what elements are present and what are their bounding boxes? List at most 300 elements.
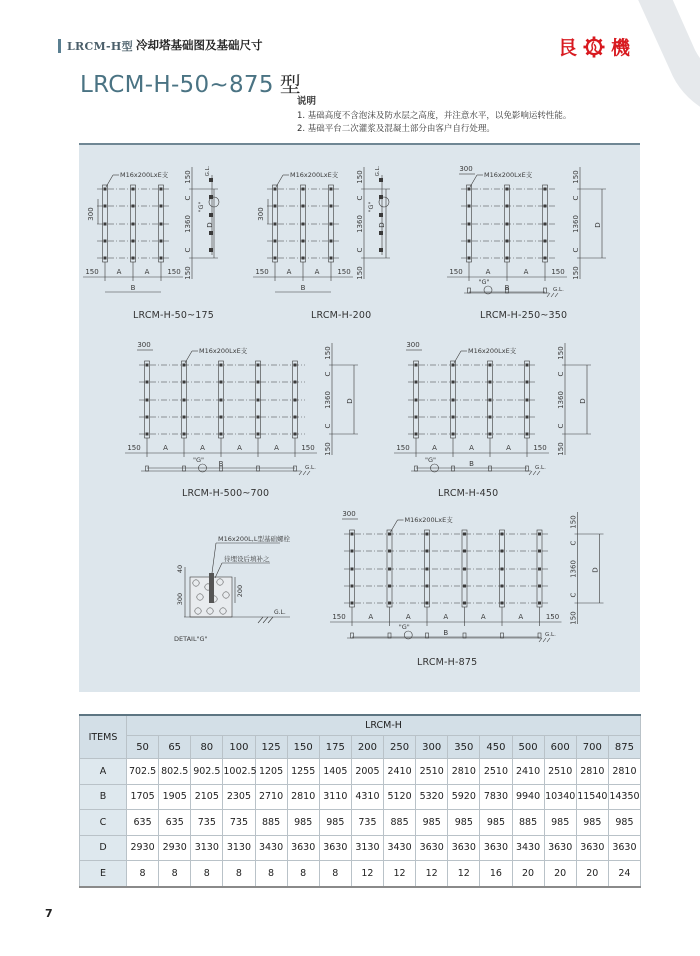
anchor-bolt — [104, 257, 107, 260]
anchor-bolt — [468, 240, 471, 243]
caption-450: LRCM-H-450 — [438, 488, 499, 499]
table-cell: 2510 — [416, 759, 448, 785]
dim-300: 300 — [137, 341, 151, 349]
dim-150: 150 — [396, 444, 410, 452]
dim-150: 150 — [85, 268, 99, 276]
column-header: 450 — [480, 736, 512, 759]
table-row — [80, 759, 641, 785]
table-cell: 985 — [287, 810, 319, 836]
anchor-bolt — [104, 240, 107, 243]
table-cell: 985 — [544, 810, 576, 836]
anchor-bolt — [146, 416, 149, 419]
dim-300: 300 — [459, 165, 473, 173]
detail-g-label: "G" — [424, 456, 437, 464]
table-cell: 985 — [576, 810, 608, 836]
dim-A: A — [163, 444, 168, 452]
gl-label: G.L. — [545, 632, 556, 638]
brand-char-2: 機 — [611, 37, 631, 59]
dim-300: 300 — [257, 207, 265, 221]
anchor-bolt — [274, 205, 277, 208]
anchor-bolt — [388, 568, 391, 571]
anchor-bolt — [501, 585, 504, 588]
table-cell: 2410 — [512, 759, 544, 785]
table-cell: 5120 — [384, 784, 416, 810]
leader-line — [185, 351, 192, 363]
dim-B: B — [218, 460, 224, 468]
column-header: 125 — [255, 736, 287, 759]
anchor-bolt — [544, 223, 547, 226]
dim-150: 150 — [324, 442, 332, 456]
dim-300: 300 — [176, 592, 184, 606]
dim-C: C — [356, 247, 364, 253]
table-cell: 3130 — [351, 835, 383, 861]
table-cell: 2810 — [448, 759, 480, 785]
elevation-bolt — [183, 466, 186, 471]
anchor-bolt — [489, 364, 492, 367]
anchor-bolt — [526, 399, 529, 402]
dim-C: C — [572, 195, 580, 201]
dim-150: 150 — [356, 266, 364, 280]
anchor-bolt — [506, 188, 509, 191]
caption-875: LRCM-H-875 — [417, 657, 478, 668]
dim-A: A — [286, 268, 292, 276]
table-cell: 985 — [319, 810, 351, 836]
anchor-bolt — [426, 585, 429, 588]
dim-C: C — [572, 247, 580, 253]
table-cell: 2710 — [255, 784, 287, 810]
table-cell: 2810 — [576, 759, 608, 785]
bolt-spec-label: M16x200LxE支 — [199, 347, 248, 355]
dim-150: 150 — [356, 170, 364, 184]
anchor-bolt — [257, 364, 260, 367]
dim-150: 150 — [557, 442, 565, 456]
foundation-drawings — [79, 145, 640, 692]
anchor-bolt — [183, 416, 186, 419]
dim-C: C — [324, 423, 332, 429]
dim-B: B — [504, 284, 510, 292]
anchor-bolt — [489, 399, 492, 402]
dim-150: 150 — [572, 170, 580, 184]
anchor-bolt — [274, 257, 277, 260]
anchor-bolt — [463, 568, 466, 571]
column-header: 300 — [416, 736, 448, 759]
dim-150: 150 — [545, 613, 560, 621]
anchor-bolt — [526, 381, 529, 384]
anchor-bolt — [183, 381, 186, 384]
gl-label: G.L. — [205, 165, 211, 177]
header-accent-bar — [58, 39, 61, 53]
dim-D: D — [591, 567, 600, 573]
anchor-bolt — [209, 573, 214, 603]
model-group-header: LRCM-H — [127, 715, 641, 736]
anchor-bolt — [526, 416, 529, 419]
anchor-bolt — [160, 240, 163, 243]
column-header: 350 — [448, 736, 480, 759]
table-cell: 8 — [223, 861, 255, 887]
ground-hatch — [529, 471, 540, 475]
column-header: 700 — [576, 736, 608, 759]
table-cell: 2305 — [223, 784, 255, 810]
ground-hatch — [539, 638, 550, 642]
dim-B: B — [300, 284, 306, 292]
notes-block — [297, 95, 571, 136]
anchor-bolt — [160, 223, 163, 226]
table-cell: 8 — [255, 861, 287, 887]
anchor-bolt — [104, 188, 107, 191]
table-cell: 2005 — [351, 759, 383, 785]
table-cell: 885 — [512, 810, 544, 836]
dim-C: C — [324, 371, 332, 377]
anchor-bolt — [351, 568, 354, 571]
table-cell: 3430 — [512, 835, 544, 861]
dim-A: A — [368, 613, 374, 621]
column-header: 250 — [384, 736, 416, 759]
dim-C: C — [184, 247, 192, 253]
table-cell: 1255 — [287, 759, 319, 785]
anchor-bolt — [146, 433, 149, 436]
table-cell: 3630 — [608, 835, 640, 861]
anchor-bolt — [274, 240, 277, 243]
anchor-bolt — [302, 205, 305, 208]
anchor-bolt — [526, 364, 529, 367]
dim-A: A — [274, 444, 279, 452]
dim-40: 40 — [176, 564, 184, 574]
table-cell: 2810 — [287, 784, 319, 810]
dim-D: D — [346, 398, 354, 404]
detail-bolt-label: M16x200L,L型基础螺栓 — [218, 535, 290, 543]
anchor-bolt — [220, 433, 223, 436]
page-title — [80, 69, 301, 99]
elevation-bolt — [257, 466, 260, 471]
table-row — [80, 861, 641, 887]
bolt-spec-label: M16x200LxE支 — [404, 516, 453, 524]
elevation-bolt — [209, 231, 213, 235]
anchor-bolt — [544, 205, 547, 208]
dim-A: A — [480, 613, 486, 621]
detail-g-label: "G" — [197, 201, 205, 213]
anchor-bolt — [506, 240, 509, 243]
anchor-bolt — [426, 602, 429, 605]
anchor-bolt — [294, 399, 297, 402]
table-cell: 3110 — [319, 784, 351, 810]
elevation-bolt — [146, 466, 149, 471]
anchor-bolt — [506, 223, 509, 226]
table-cell: 8 — [159, 861, 191, 887]
detail-caption: DETAIL"G" — [174, 635, 208, 643]
dim-D: D — [579, 398, 587, 404]
table-cell: 8 — [319, 861, 351, 887]
row-label: B — [80, 784, 127, 810]
drawings-panel — [79, 143, 640, 692]
row-label: A — [80, 759, 127, 785]
table-cell: 985 — [608, 810, 640, 836]
elevation-bolt — [209, 248, 213, 252]
dim-B: B — [443, 629, 449, 637]
dim-A: A — [200, 444, 205, 452]
anchor-bolt — [330, 223, 333, 226]
table-cell: 2510 — [544, 759, 576, 785]
table-cell: 12 — [384, 861, 416, 887]
anchor-bolt — [463, 585, 466, 588]
leader-line — [212, 543, 216, 573]
dim-300: 300 — [87, 207, 95, 221]
dim-150: 150 — [449, 268, 463, 276]
anchor-bolt — [415, 399, 418, 402]
table-cell: 8 — [191, 861, 223, 887]
anchor-bolt — [426, 533, 429, 536]
table-cell: 3630 — [416, 835, 448, 861]
column-header: 80 — [191, 736, 223, 759]
elevation-bolt — [452, 466, 455, 471]
dim-150: 150 — [557, 346, 565, 360]
dim-C: C — [557, 371, 565, 377]
table-cell: 10340 — [544, 784, 576, 810]
dim-B: B — [130, 284, 136, 292]
anchor-bolt — [220, 416, 223, 419]
leader-line — [106, 175, 113, 187]
dim-D: D — [594, 222, 602, 228]
model-range: LRCM-H-50~875 — [80, 72, 274, 98]
table-cell: 12 — [351, 861, 383, 887]
anchor-bolt — [463, 602, 466, 605]
table-cell: 735 — [223, 810, 255, 836]
column-header: 175 — [319, 736, 351, 759]
column-header: 100 — [223, 736, 255, 759]
table-cell: 12 — [416, 861, 448, 887]
series-label: LRCM-H型 — [67, 40, 133, 53]
anchor-bolt — [501, 550, 504, 553]
anchor-bolt — [294, 364, 297, 367]
table-cell: 3130 — [191, 835, 223, 861]
dim-A: A — [506, 444, 511, 452]
anchor-bolt — [330, 240, 333, 243]
table-cell: 8 — [287, 861, 319, 887]
leader-line — [215, 563, 222, 578]
table-cell: 12 — [448, 861, 480, 887]
dim-150: 150 — [255, 268, 269, 276]
row-label: C — [80, 810, 127, 836]
elevation-bolt — [526, 466, 529, 471]
anchor-bolt — [544, 257, 547, 260]
dim-150: 150 — [184, 170, 192, 184]
table-cell: 2810 — [608, 759, 640, 785]
dim-A: A — [314, 268, 320, 276]
table-cell: 1905 — [159, 784, 191, 810]
anchor-bolt — [183, 364, 186, 367]
anchor-bolt — [351, 602, 354, 605]
dim-D: D — [206, 222, 214, 228]
anchor-bolt — [452, 416, 455, 419]
bolt-spec-label: M16x200LxE支 — [468, 347, 517, 355]
anchor-bolt — [388, 550, 391, 553]
dim-C: C — [557, 423, 565, 429]
ground-hatch — [258, 617, 273, 623]
row-label: E — [80, 861, 127, 887]
table-cell: 14350 — [608, 784, 640, 810]
table-cell: 702.5 — [127, 759, 159, 785]
table-cell: 3130 — [223, 835, 255, 861]
dim-1360: 1360 — [572, 215, 580, 233]
dim-200: 200 — [236, 584, 244, 598]
dim-300: 300 — [406, 341, 420, 349]
anchor-bolt — [132, 257, 135, 260]
dim-A: A — [116, 268, 122, 276]
table-row — [80, 784, 641, 810]
dim-1360: 1360 — [324, 391, 332, 409]
note-item: 1. 基础高度不含泡沫及防水层之高度，并注意水平，以免影响运转性能。 — [297, 111, 572, 121]
table-cell: 1705 — [127, 784, 159, 810]
anchor-bolt — [160, 188, 163, 191]
leader-line — [470, 175, 477, 187]
section-title: 冷却塔基础图及基础尺寸 — [136, 38, 263, 52]
anchor-bolt — [538, 550, 541, 553]
dim-150: 150 — [184, 266, 192, 280]
table-cell: 16 — [480, 861, 512, 887]
dim-C: C — [569, 592, 578, 598]
row-label: D — [80, 835, 127, 861]
table-cell: 5920 — [448, 784, 480, 810]
anchor-bolt — [463, 550, 466, 553]
anchor-bolt — [415, 433, 418, 436]
table-cell: 3630 — [287, 835, 319, 861]
anchor-bolt — [302, 223, 305, 226]
anchor-bolt — [160, 205, 163, 208]
anchor-bolt — [146, 399, 149, 402]
column-header: 50 — [127, 736, 159, 759]
anchor-bolt — [452, 433, 455, 436]
anchor-bolt — [506, 205, 509, 208]
table-cell: 8 — [127, 861, 159, 887]
anchor-bolt — [274, 188, 277, 191]
dim-A: A — [443, 613, 449, 621]
table-cell: 985 — [448, 810, 480, 836]
dim-A: A — [518, 613, 524, 621]
anchor-bolt — [538, 568, 541, 571]
table-cell: 985 — [480, 810, 512, 836]
table-cell: 885 — [255, 810, 287, 836]
gl-label: G.L. — [305, 465, 316, 471]
dim-150: 150 — [551, 268, 565, 276]
caption-200: LRCM-H-200 — [311, 310, 372, 321]
column-header: 200 — [351, 736, 383, 759]
table-cell: 902.5 — [191, 759, 223, 785]
dim-150: 150 — [127, 444, 141, 452]
anchor-bolt — [160, 257, 163, 260]
anchor-bolt — [426, 568, 429, 571]
anchor-bolt — [302, 188, 305, 191]
grout-label: 待埋设后填补之 — [224, 555, 270, 563]
dim-A: A — [405, 613, 411, 621]
anchor-bolt — [220, 381, 223, 384]
anchor-bolt — [104, 205, 107, 208]
brand-char-1: 艮 — [558, 37, 578, 59]
caption-500-700: LRCM-H-500~700 — [182, 488, 270, 499]
gear-emblem-icon — [583, 36, 605, 58]
table-cell: 4310 — [351, 784, 383, 810]
dim-150: 150 — [533, 444, 547, 452]
anchor-bolt — [294, 416, 297, 419]
anchor-bolt — [489, 381, 492, 384]
bolt-spec-label: M16x200LxE支 — [120, 171, 169, 179]
elevation-bolt — [379, 248, 383, 252]
column-header: 875 — [608, 736, 640, 759]
table-cell: 885 — [384, 810, 416, 836]
gl-label: G.L. — [553, 287, 564, 293]
anchor-bolt — [183, 433, 186, 436]
dim-A: A — [469, 444, 474, 452]
anchor-bolt — [146, 364, 149, 367]
anchor-bolt — [468, 223, 471, 226]
table-cell: 3630 — [480, 835, 512, 861]
anchor-bolt — [132, 205, 135, 208]
anchor-bolt — [538, 585, 541, 588]
anchor-bolt — [330, 188, 333, 191]
dim-150: 150 — [569, 515, 578, 529]
detail-g-label: "G" — [478, 278, 490, 286]
caption-50-175: LRCM-H-50~175 — [133, 310, 215, 321]
anchor-bolt — [452, 381, 455, 384]
table-cell: 1405 — [319, 759, 351, 785]
table-cell: 2410 — [384, 759, 416, 785]
gl-label: G.L. — [274, 609, 286, 616]
elevation-bolt — [294, 466, 297, 471]
anchor-bolt — [489, 416, 492, 419]
column-header: 500 — [512, 736, 544, 759]
page-number: 7 — [45, 907, 53, 920]
anchor-bolt — [426, 550, 429, 553]
anchor-bolt — [415, 364, 418, 367]
caption-250-350: LRCM-H-250~350 — [480, 310, 568, 321]
leader-line — [276, 175, 283, 187]
dim-150: 150 — [301, 444, 315, 452]
detail-g-label: "G" — [192, 456, 205, 464]
gl-label: G.L. — [535, 465, 546, 471]
table-cell: 635 — [159, 810, 191, 836]
column-header: 65 — [159, 736, 191, 759]
anchor-bolt — [132, 188, 135, 191]
brand-logo — [558, 33, 630, 60]
elevation-bolt — [379, 178, 383, 182]
table-cell: 3630 — [448, 835, 480, 861]
elevation-bolt — [379, 231, 383, 235]
table-cell: 2105 — [191, 784, 223, 810]
table-cell: 985 — [416, 810, 448, 836]
anchor-bolt — [468, 205, 471, 208]
leader-line — [391, 520, 398, 532]
elevation-bolt — [415, 466, 418, 471]
dim-B: B — [469, 460, 474, 468]
watermark-logo — [600, 0, 700, 120]
anchor-bolt — [452, 364, 455, 367]
anchor-bolt — [132, 240, 135, 243]
dim-150: 150 — [569, 611, 578, 625]
table-cell: 3430 — [255, 835, 287, 861]
dimensions-table — [79, 714, 641, 888]
column-header: 600 — [544, 736, 576, 759]
table-cell: 1002.5 — [223, 759, 255, 785]
anchor-bolt — [489, 433, 492, 436]
items-header: ITEMS — [80, 715, 127, 759]
table-cell: 2510 — [480, 759, 512, 785]
anchor-bolt — [351, 550, 354, 553]
detail-g-label: "G" — [367, 201, 375, 213]
anchor-bolt — [220, 364, 223, 367]
anchor-bolt — [544, 240, 547, 243]
anchor-bolt — [388, 585, 391, 588]
ground-hatch — [547, 293, 558, 297]
anchor-bolt — [501, 568, 504, 571]
anchor-bolt — [183, 399, 186, 402]
